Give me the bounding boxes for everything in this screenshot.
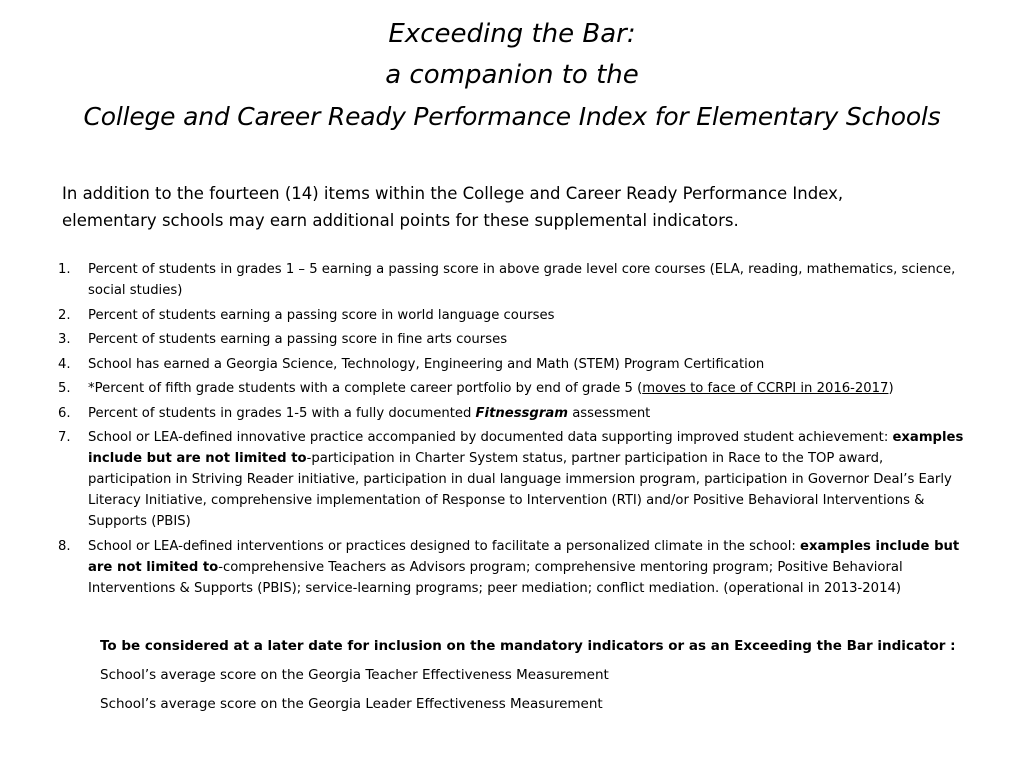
item-text-post: -participation in Charter System status, partner participation in Race to the TOP award, participation in Striving Reader initiative, participation in dual language immersion program, participation in Governor Deal’s Early Literacy Initiative, comprehensive implementation of Response to Intervention (RTI) and/or Positive Behavioral Interventions & Supports (PBIS) (88, 451, 952, 529)
item-number: 6. (58, 405, 71, 421)
item-text-pre: *Percent of fifth grade students with a complete career portfolio by end of grade 5 ( (88, 381, 643, 396)
examples-emphasis: examples include but are not limited to (88, 538, 960, 575)
teacher-measure-line: School’s average score on the Georgia Teacher Effectiveness Measurement (100, 667, 609, 683)
item-text-post: ) (888, 381, 894, 396)
intro-line-2: elementary schools may earn additional points for these supplemental indicators. (62, 211, 739, 230)
title-line-1: Exceeding the Bar: (388, 19, 636, 49)
item-text (88, 403, 968, 424)
list-item (58, 378, 968, 399)
item-number: 4. (58, 356, 71, 372)
item-number: 2. (58, 307, 71, 323)
item-text: Percent of students earning a passing score in world language courses (88, 307, 555, 323)
later-heading: To be considered at a later date for inclusion on the mandatory indicators or as an Exceeding the Bar indicator : (100, 638, 956, 654)
item-text-pre: Percent of students in grades 1-5 with a fully documented (88, 405, 476, 421)
list-item (58, 354, 968, 375)
document-title (0, 14, 1024, 137)
item-number: 1. (58, 262, 71, 277)
list-item (58, 259, 968, 301)
item-text-pre: School or LEA-defined interventions or practices designed to facilitate a personalized climate in the school: (88, 538, 801, 554)
item-text-post: -comprehensive Teachers as Advisors program; comprehensive mentoring program; Positive Behavioral Interventions & Supports (PBIS); service-learning programs; peer mediation; conflict mediation. (operational in 2013-2014) (88, 559, 903, 596)
item-text: School has earned a Georgia Science, Technology, Engineering and Math (STEM) Program Certification (88, 356, 765, 372)
item-text-pre: School or LEA-defined innovative practice accompanied by documented data supporting improved student achievement: (88, 430, 893, 445)
title-line-2: a companion to the (385, 60, 639, 90)
examples-emphasis: examples include but are not limited to (88, 430, 964, 466)
later-consideration-section (100, 636, 980, 723)
item-text (88, 427, 968, 532)
item-number: 5. (58, 381, 71, 396)
list-item (58, 305, 968, 326)
item-text: Percent of students earning a passing score in fine arts courses (88, 332, 508, 347)
indicator-list (58, 259, 968, 602)
item-text-post: assessment (568, 405, 651, 421)
leader-measure-line: School’s average score on the Georgia Leader Effectiveness Measurement (100, 696, 603, 712)
item-text: Percent of students in grades 1 – 5 earning a passing score in above grade level core courses (ELA, reading, mathematics, science, social studies) (88, 262, 956, 298)
intro-paragraph (62, 180, 962, 234)
item-text (88, 536, 968, 599)
list-item (58, 329, 968, 350)
item-number: 7. (58, 430, 71, 445)
fitnessgram-term: Fitnessgram (475, 405, 568, 421)
list-item (58, 427, 968, 532)
item-number: 3. (58, 332, 71, 347)
list-item (58, 536, 968, 599)
list-item (58, 403, 968, 424)
item-number: 8. (58, 538, 71, 554)
intro-line-1: In addition to the fourteen (14) items within the College and Career Ready Performance Index, (62, 184, 844, 203)
title-line-3: College and Career Ready Performance Index for Elementary Schools (83, 102, 941, 131)
ccrpi-move-note: moves to face of CCRPI in 2016-2017 (642, 381, 889, 396)
item-text (88, 378, 968, 399)
